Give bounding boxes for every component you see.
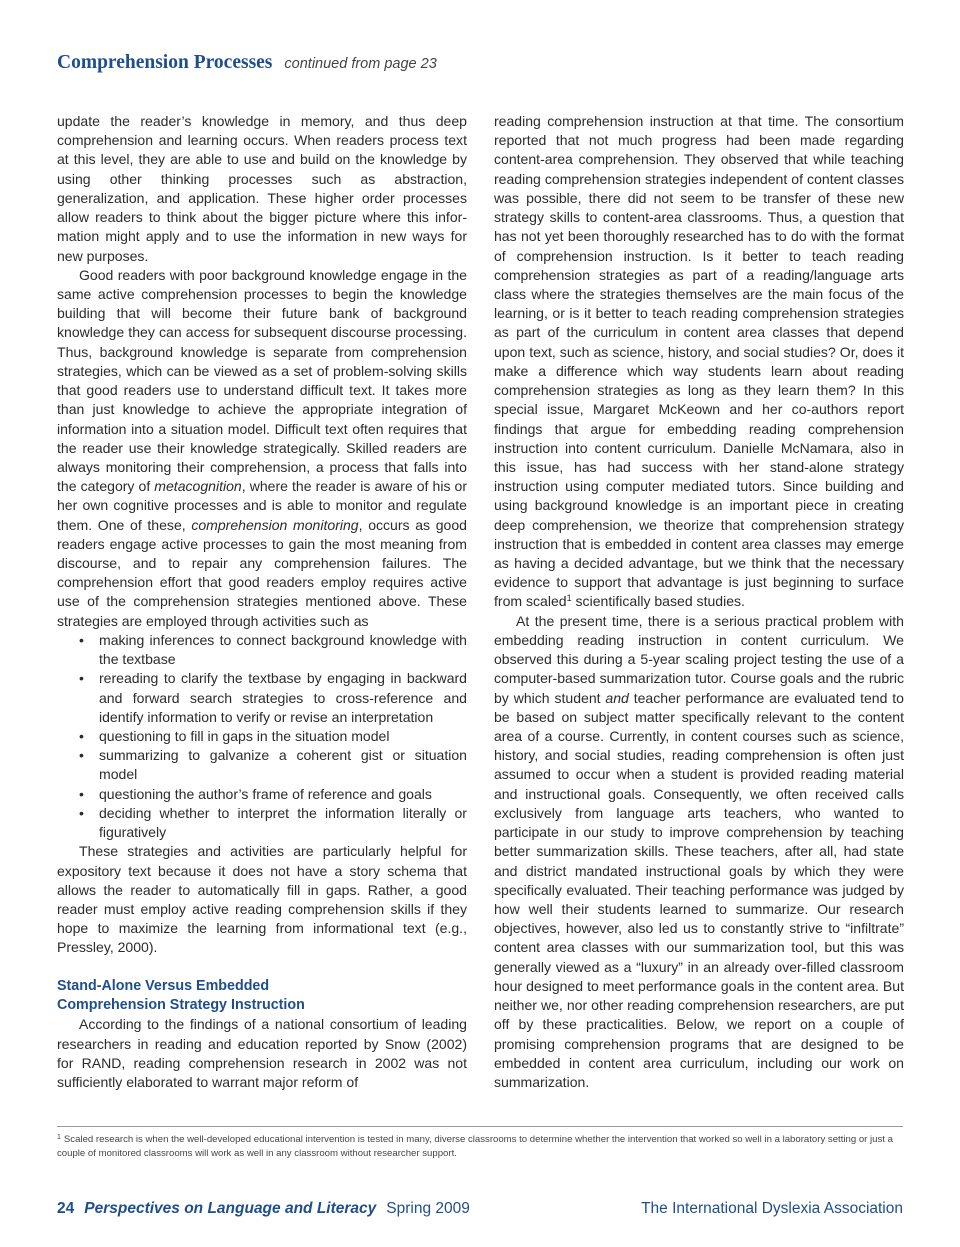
text-run: Good readers with poor background knowledge engage in the same active comprehension processes to begin the knowledge building that will become their future bank of background knowledge they can access for subsequent discourse processing. Thus, background knowledge is separate from comprehension strategies, which can be viewed as a set of problem-solving skills that good readers use to understand difficult text. It takes more than just knowledge to achieve the appropriate integration of information into a situation model. Difficult text often requires that the reader use their knowledge strategically. Skilled readers are always monitoring their comprehension, a process that falls into the category of bbox=[57, 266, 467, 495]
paragraph bbox=[494, 112, 904, 612]
text-run: teacher performance are evaluated tend to be based on subject matter specifically relevant to the content area of a course. Currently, in content courses such as science, history, and social studies, reading comprehension is often just assumed to occur when a student is provided reading material and instructional goals. Consequently, we often received calls exclusively from language arts teachers, who wanted to participate in our study to improve comprehension by teaching better summarization skills. These teachers, after all, had state and district mandated instructional goals by which they were specifically evaluated. Their teaching performance was judged by how well their students learned to summarize. Our research objectives, however, also led us to constantly strive to “infiltrate” content area classes with our summarization tool, but this was generally viewed as a “luxury” in an already over-filled classroom hour designed to meet performance goals in the content area. But neither we, nor other reading comprehension researchers, are put off by these practicalities. Below, we report on a couple of promising comprehension programs that are designed to be embedded in content area curriculum, including our work on summarization. bbox=[494, 689, 904, 1090]
emphasis-term: metacognition bbox=[154, 478, 242, 495]
footnote-mark: 1 bbox=[57, 1134, 61, 1141]
list-item: • deciding whether to interpret the information literally or figuratively bbox=[57, 804, 467, 842]
emphasis-term: and bbox=[605, 689, 629, 706]
footnote-divider bbox=[57, 1126, 903, 1127]
list-item: • questioning the author’s frame of reference and goals bbox=[57, 785, 467, 804]
footnote-text: Scaled research is when the well-developed educational intervention is tested in many, diverse classrooms to determine whether the intervention that worked so well in a laboratory setting or just a couple of monitored classrooms will work as well in any classroom without researcher support. bbox=[57, 1134, 893, 1159]
list-item: • making inferences to connect background knowledge with the textbase bbox=[57, 631, 467, 669]
paragraph: According to the findings of a national consortium of leading researchers in reading and education reported by Snow (2002) for RAND, reading comprehension research in 2002 was not sufficiently elaborated to warrant major reform of bbox=[57, 1016, 467, 1090]
emphasis-term: comprehension monitoring bbox=[191, 516, 359, 533]
page-number: 24 bbox=[57, 1200, 75, 1217]
footnote-ref: 1 bbox=[566, 593, 572, 604]
running-header bbox=[57, 52, 917, 82]
subheading-line: Comprehension Strategy Instruction bbox=[57, 997, 305, 1014]
section-title: Comprehension Processes bbox=[57, 52, 273, 73]
text-run: scientifically based studies. bbox=[571, 593, 745, 610]
list-item: • rereading to clarify the textbase by engaging in backward and forward search strategies to cross-reference and identify information to verify or revise an interpretation bbox=[57, 669, 467, 727]
footnote bbox=[57, 1131, 903, 1161]
paragraph: These strategies and activities are particularly helpful for expository text because it does not have a story schema that allows the reader to automatically fill in gaps. Rather, a good reader must employ active reading comprehension skills if they hope to maximize the learning from informational text (e.g., Pressley, 2000). bbox=[57, 843, 467, 956]
text-run: At the present time, there is a serious practical problem with embedding reading instruction in content curriculum. We observed this during a 5-year scaling project testing the use of a computer-based summarization tutor. Course goals and the rubric by which student bbox=[494, 612, 904, 706]
issue-date: Spring 2009 bbox=[386, 1200, 470, 1217]
text-run: , occurs as good readers engage active processes to gain the most meaning from discourse, and to repair any comprehension failures. The comprehension effort that good readers employ requires active use of the comprehension strategies mentioned above. These strategies are employed through activities such as bbox=[57, 516, 467, 629]
organization-name: The International Dyslexia Association bbox=[641, 1200, 903, 1217]
journal-title: Perspectives on Language and Literacy bbox=[84, 1200, 377, 1217]
strategy-list bbox=[57, 631, 467, 842]
footer-left bbox=[57, 1200, 470, 1218]
continued-note: continued from page 23 bbox=[284, 56, 437, 72]
section-subheading bbox=[57, 977, 467, 1015]
paragraph: update the reader’s knowledge in memory, and thus deep comprehension and learning occurs. When readers process text at this level, they are able to use and build on the knowledge by using other thinking processes such as abstraction, generalization, and application. These higher order processes allow readers to think about the bigger picture where this information might apply and to use the information in new ways for new purposes. bbox=[57, 113, 467, 264]
right-column bbox=[494, 112, 904, 1092]
list-item: • questioning to fill in gaps in the situation model bbox=[57, 727, 467, 746]
left-column bbox=[57, 112, 467, 1092]
page-footer bbox=[57, 1200, 903, 1224]
paragraph bbox=[57, 266, 467, 631]
paragraph bbox=[494, 612, 904, 1092]
text-run: , where the reader is aware of his or her own cognitive processes and is able to monitor and regulate them. One of these, bbox=[57, 478, 468, 533]
subheading-line: Stand-Alone Versus Embedded bbox=[57, 977, 270, 994]
text-run: reading comprehension instruction at that time. The consortium reported that not much progress had been made regarding content-area comprehension. They observed that while teaching reading comprehension strategies independent of content classes was possible, there did not seem to be transfer of these new strategy skills to content-area classrooms. Thus, a question that has not yet been thoroughly researched has to do with the format of comprehension instruction. Is it better to teach reading comprehension strategies as part of a reading/language arts class where the strategies themselves are the main focus of the learning, or is it better to teach reading comprehension strategies as part of the curriculum in content area classes that depend upon text, such as science, history, and social studies? Or, does it make a difference which way students learn about reading comprehension strategies as long as they learn them? In this special issue, Margaret McKeown and her co-authors report findings that argue for embedding reading comprehension instruction into content curriculum. Danielle McNamara, also in this issue, has had success with her stand-alone strategy instruction using computer mediated tutors. Since building and using background knowledge is an important piece in creating deep comprehension, we theorize that comprehension strategy instruction that is embedded in content area classes may emerge as having a decided advantage, but we think that the necessary evidence to support that advantage is just beginning to surface from scaled bbox=[494, 113, 904, 610]
list-item: • summarizing to galvanize a coherent gist or situation model bbox=[57, 746, 467, 784]
